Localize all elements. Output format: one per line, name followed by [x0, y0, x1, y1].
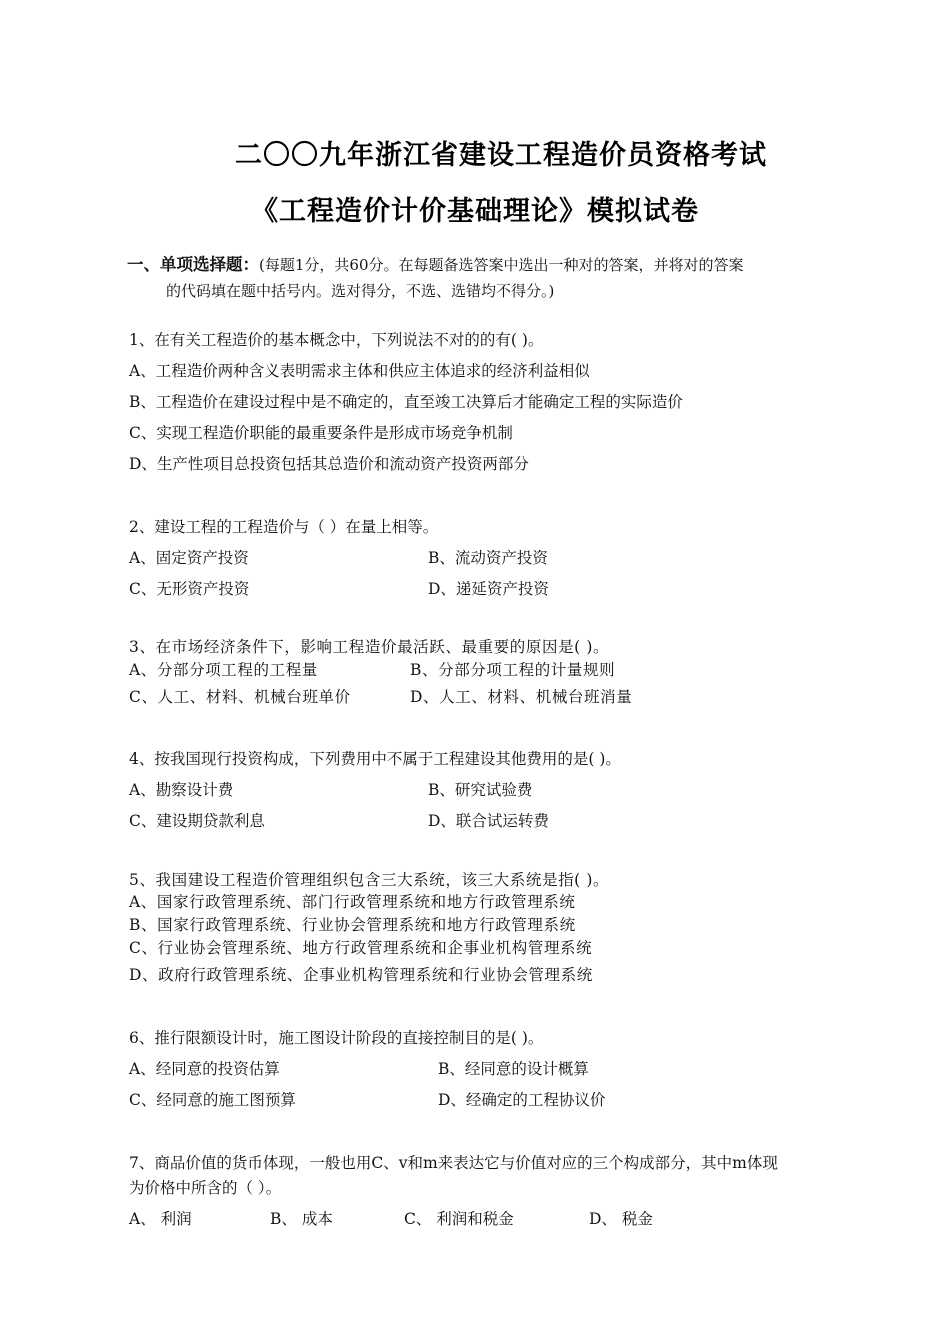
question-6-option-d: D、经确定的工程协议价 [438, 1091, 606, 1109]
question-3-option-d: D、人工、材料、机械台班消量 [410, 688, 633, 706]
question-1-option-b: B、工程造价在建设过程中是不确定的，直至竣工决算后才能确定工程的实际造价 [129, 393, 683, 411]
section-instructions-cont: 的代码填在题中括号内。选对得分，不选、选错均不得分。) [166, 282, 555, 300]
question-2-option-a: A、固定资产投资 [129, 549, 249, 567]
question-4-option-d: D、联合试运转费 [428, 812, 549, 830]
question-6-stem: 6、推行限额设计时，施工图设计阶段的直接控制目的是( )。 [129, 1029, 544, 1047]
question-3-stem: 3、在市场经济条件下，影响工程造价最活跃、最重要的原因是( )。 [129, 638, 610, 656]
question-5-option-a: A、国家行政管理系统、部门行政管理系统和地方行政管理系统 [129, 893, 576, 911]
section-heading-line [127, 255, 744, 275]
question-4-option-a: A、勘察设计费 [129, 781, 234, 799]
question-3-option-c: C、人工、材料、机械台班单价 [129, 688, 351, 706]
section-heading: 一、单项选择题： [127, 255, 259, 274]
question-3-option-b: B、分部分项工程的计量规则 [410, 661, 616, 679]
section-instructions: (每题1分，共60分。在每题备选答案中选出一种对的答案，并将对的答案 [259, 256, 744, 274]
question-4-option-c: C、建设期贷款利息 [129, 812, 265, 830]
question-5-option-b: B、国家行政管理系统、行业协会管理系统和地方行政管理系统 [129, 916, 576, 934]
question-6-option-b: B、经同意的设计概算 [438, 1060, 589, 1078]
question-7-option-c: C、 利润和税金 [404, 1210, 514, 1228]
question-1-stem: 1、在有关工程造价的基本概念中，下列说法不对的的有( )。 [129, 331, 544, 349]
question-6-option-c: C、经同意的施工图预算 [129, 1091, 296, 1109]
question-7-option-b: B、 成本 [270, 1210, 333, 1228]
question-2-option-b: B、流动资产投资 [428, 549, 548, 567]
question-4-stem: 4、按我国现行投资构成，下列费用中不属于工程建设其他费用的是( )。 [129, 750, 621, 768]
exam-title: 二〇〇九年浙江省建设工程造价员资格考试 [235, 140, 767, 171]
question-5-option-d: D、政府行政管理系统、企事业机构管理系统和行业协会管理系统 [129, 966, 593, 984]
question-1-option-a: A、工程造价两种含义表明需求主体和供应主体追求的经济利益相似 [129, 362, 590, 380]
question-5-option-c: C、行业协会管理系统、地方行政管理系统和企事业机构管理系统 [129, 939, 593, 957]
question-2-option-c: C、无形资产投资 [129, 580, 250, 598]
question-7-option-d: D、 税金 [589, 1210, 653, 1228]
question-7-stem: 7、商品价值的货币体现，一般也用C、v和m来表达它与价值对应的三个构成部分，其中m体现 [129, 1154, 778, 1172]
exam-subtitle: 《工程造价计价基础理论》模拟试卷 [251, 196, 699, 227]
question-7-stem-cont: 为价格中所含的（ ）。 [129, 1179, 282, 1197]
question-6-option-a: A、经同意的投资估算 [129, 1060, 280, 1078]
question-1-option-c: C、实现工程造价职能的最重要条件是形成市场竞争机制 [129, 424, 513, 442]
question-4-option-b: B、研究试验费 [428, 781, 533, 799]
question-7-option-a: A、 利润 [129, 1210, 192, 1228]
question-1-option-d: D、生产性项目总投资包括其总造价和流动资产投资两部分 [129, 455, 529, 473]
question-2-stem: 2、建设工程的工程造价与（ ）在量上相等。 [129, 518, 439, 536]
question-5-stem: 5、我国建设工程造价管理组织包含三大系统，该三大系统是指( )。 [129, 871, 610, 889]
question-3-option-a: A、分部分项工程的工程量 [129, 661, 318, 679]
question-2-option-d: D、递延资产投资 [428, 580, 549, 598]
